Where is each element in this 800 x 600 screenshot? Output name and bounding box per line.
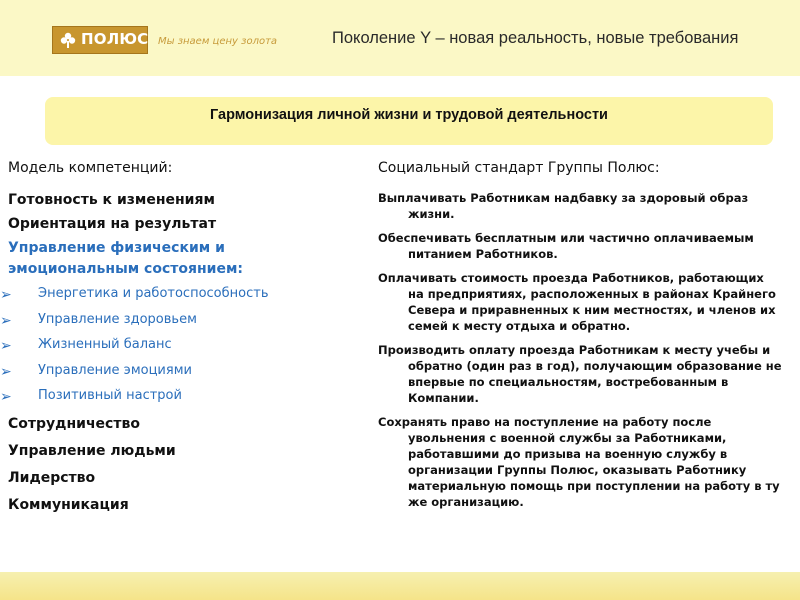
- competency-item: Ориентация на результат: [8, 216, 217, 232]
- list-item: [0, 361, 358, 387]
- sub-item-label: Управление здоровьем: [38, 311, 197, 327]
- standard-item: Сохранять право на поступление на работу после увольнения с военной службы за Работниками, работавшими до призыва на военную службу в организации Группы Полюс, оказывать Работнику материальную помощь при поступлении на работу в ту же организацию.: [378, 415, 780, 509]
- sub-item-label: Энергетика и работоспособность: [38, 286, 269, 301]
- sub-item-label: Жизненный баланс: [38, 337, 172, 352]
- competency-model-column: [0, 160, 358, 521]
- competency-item: Коммуникация: [8, 497, 129, 514]
- competency-heading: Модель компетенций:: [8, 160, 173, 176]
- list-item: [0, 335, 358, 361]
- topic-banner: [45, 97, 773, 145]
- competency-item: Сотрудничество: [8, 415, 140, 432]
- banner-title: Гармонизация личной жизни и трудовой деятельности: [210, 107, 608, 123]
- competency-item: Готовность к изменениям: [8, 192, 215, 208]
- arrow-bullet-icon: ➢: [0, 287, 12, 303]
- social-standard-column: [378, 160, 783, 518]
- gold-leaf-icon: [59, 31, 77, 49]
- competency-highlight: Управление физическим и эмоциональным состоянием:: [8, 240, 243, 277]
- list-item: [0, 386, 358, 412]
- standard-item: Производить оплату проезда Работникам к месту учебы и обратно (один раз в год), получающим образование не впервые по специальностям, востребованным в Компании.: [378, 343, 782, 405]
- arrow-bullet-icon: ➢: [0, 312, 12, 329]
- logo-text: ПОЛЮС: [81, 30, 149, 48]
- page-title: Поколение Y – новая реальность, новые требования: [332, 29, 739, 47]
- arrow-bullet-icon: ➢: [0, 363, 12, 380]
- list-item: [0, 284, 358, 310]
- header-band: [0, 0, 800, 76]
- competency-item: Лидерство: [8, 470, 96, 487]
- sub-item-label: Управление эмоциями: [38, 362, 192, 378]
- tagline: Мы знаем цену золота: [158, 36, 278, 47]
- list-item: [0, 310, 358, 336]
- standard-item: Оплачивать стоимость проезда Работников, работающих на предприятиях, расположенных в районах Крайнего Севера и приравненных к ним местностях, и членов их семей к месту отдыха и обратно.: [378, 271, 776, 333]
- competency-item: Управление людьми: [8, 442, 176, 459]
- arrow-bullet-icon: ➢: [0, 389, 12, 405]
- sub-competency-list: [0, 284, 358, 412]
- standard-item: Выплачивать Работникам надбавку за здоровый образ жизни.: [378, 191, 749, 221]
- arrow-bullet-icon: ➢: [0, 338, 12, 354]
- sub-item-label: Позитивный настрой: [38, 388, 182, 403]
- social-standard-heading: Социальный стандарт Группы Полюс:: [378, 160, 660, 176]
- footer-band: [0, 572, 800, 600]
- standard-item: Обеспечивать бесплатным или частично оплачиваемым питанием Работников.: [378, 231, 754, 261]
- polyus-logo: [52, 26, 148, 54]
